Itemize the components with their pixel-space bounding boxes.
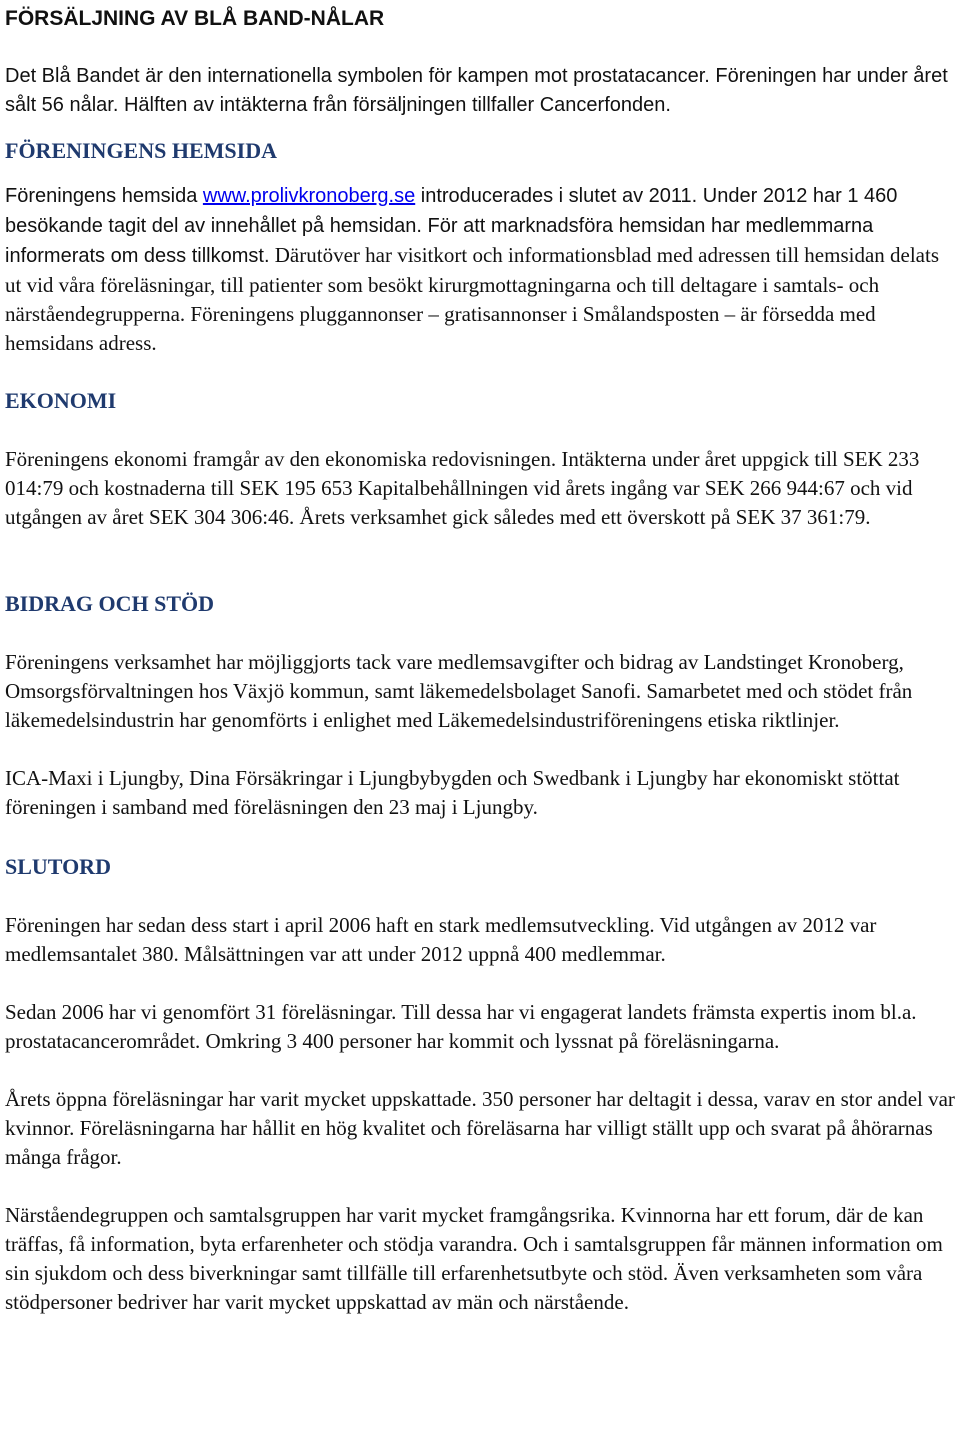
paragraph-closing-1: Föreningen har sedan dess start i april 2006 haft en stark medlemsutveckling. Vid utgången av 2012 var medlemsantalet 380. Målsättningen var att under 2012 uppnå 400 medlemmar. xyxy=(5,913,877,966)
heading-closing: SLUTORD xyxy=(5,854,111,879)
heading-sales: FÖRSÄLJNING AV BLÅ BAND-NÅLAR xyxy=(5,7,385,30)
heading-support: BIDRAG OCH STÖD xyxy=(5,591,215,616)
paragraph-support-1: Föreningens verksamhet har möjliggjorts tack vare medlemsavgifter och bidrag av Landstinget Kronoberg, Omsorgsförvaltningen hos Växjö kommun, samt läkemedelsbolaget Sanofi. Samarbetet med och stödet från läkemedelsindustrin har genomförts i enlighet med Läkemedelsindustriföreningens etiska riktlinjer. xyxy=(5,650,913,732)
paragraph-support-2: ICA-Maxi i Ljungby, Dina Försäkringar i Ljungbybygden och Swedbank i Ljungby har ekonomiskt stöttat föreningen i samband med föreläsningen den 23 maj i Ljungby. xyxy=(5,766,900,819)
heading-website: FÖRENINGENS HEMSIDA xyxy=(5,138,277,163)
website-text-serif: Därutöver har visitkort och informationsblad med adressen till hemsidan delats ut vid våra föreläsningar, till patienter som besökt kirurgmottagningarna och till deltagare i samtals- och närståendegrupperna. Föreningens pluggannonser – gratisannonser i Smålandsposten – är försedda med hemsidans adress. xyxy=(5,243,940,355)
paragraph-website xyxy=(5,181,956,358)
heading-economy: EKONOMI xyxy=(5,388,117,413)
website-text-before-link: Föreningens hemsida xyxy=(5,185,203,207)
paragraph-closing-4: Närståendegruppen och samtalsgruppen har varit mycket framgångsrika. Kvinnorna har ett forum, där de kan träffas, få information, byta erfarenheter och stödja varandra. Och i samtalsgruppen får männen information om sin sjukdom och dess biverkningar samt tillfälle till erfarenhetsutbyte och stöd. Även verksamheten som våra stödpersoner bedriver har varit mycket uppskattad av män och närstående. xyxy=(5,1203,943,1314)
website-text-after-link: introducerades i slutet av 2011. Under 2012 har 1 460 besökande tagit del av innehållet på hemsidan. För att marknadsföra hemsidan har medlemmarna informerats om dess tillkomst. xyxy=(5,185,898,267)
paragraph-closing-2: Sedan 2006 har vi genomfört 31 föreläsningar. Till dessa har vi engagerat landets främsta expertis inom bl.a. prostatacancerområdet. Omkring 3 400 personer har kommit och lyssnat på föreläsningarna. xyxy=(5,1000,917,1053)
paragraph-sales: Det Blå Bandet är den internationella symbolen för kampen mot prostatacancer. Föreningen har under året sålt 56 nålar. Hälften av intäkterna från försäljningen tillfaller Cancerfonden. xyxy=(5,65,948,116)
paragraph-closing-3: Årets öppna föreläsningar har varit mycket uppskattade. 350 personer har deltagit i dessa, varav en stor andel var kvinnor. Föreläsningarna har hållit en hög kvalitet och föreläsarna har villigt ställt upp och svarat på åhörarnas många frågor. xyxy=(5,1087,955,1169)
website-link[interactable]: www.prolivkronoberg.se xyxy=(202,185,416,207)
paragraph-economy: Föreningens ekonomi framgår av den ekonomiska redovisningen. Intäkterna under året uppgick till SEK 233 014:79 och kostnaderna till SEK 195 653 Kapitalbehållningen vid årets ingång var SEK 266 944:67 och vid utgången av året SEK 304 306:46. Årets verksamhet gick således med ett överskott på SEK 37 361:79. xyxy=(5,447,920,529)
